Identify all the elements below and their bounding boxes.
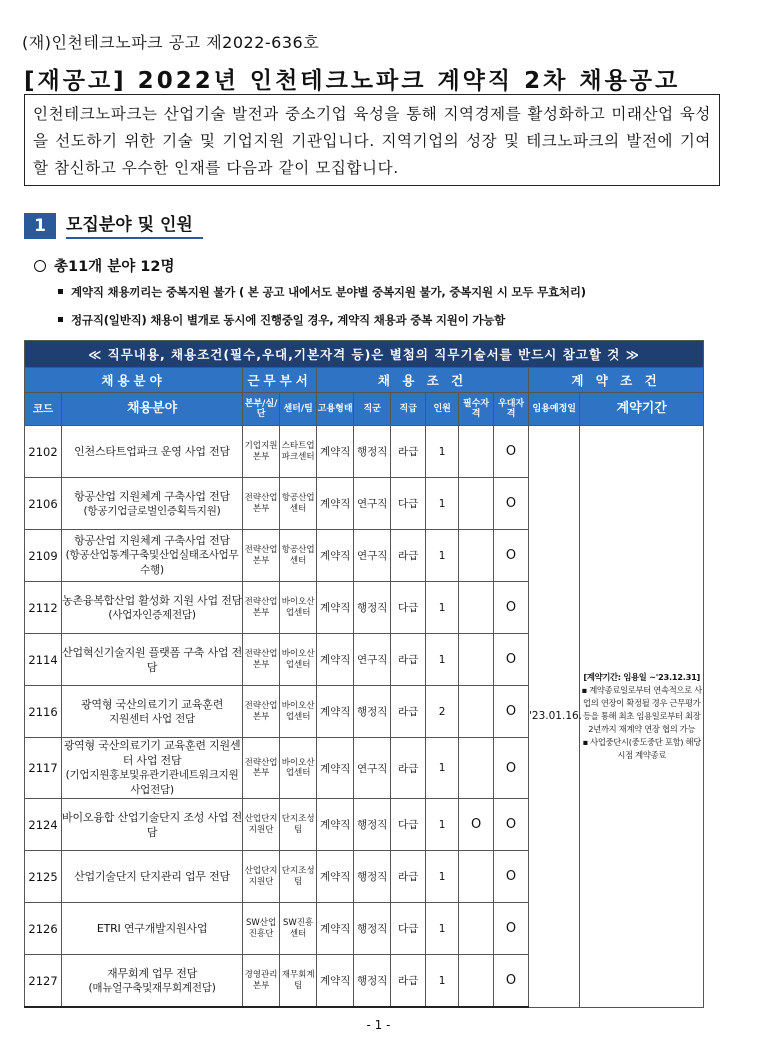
cell-grade: 라급 bbox=[391, 530, 426, 582]
cell-code: 2124 bbox=[25, 799, 62, 851]
cell-job-group: 행정직 bbox=[354, 903, 391, 955]
cell-code: 2114 bbox=[25, 634, 62, 686]
field-sub: (기업지원홍보및유관기관네트워크지원사업전담) bbox=[65, 769, 239, 796]
cell-required: O bbox=[459, 799, 494, 851]
cell-headcount: 1 bbox=[426, 903, 459, 955]
cell-required bbox=[459, 582, 494, 634]
page-number: - 1 - bbox=[366, 1018, 391, 1032]
cell-code: 2112 bbox=[25, 582, 62, 634]
cell-employment-type: 계약직 bbox=[317, 686, 354, 738]
cell-employment-type: 계약직 bbox=[317, 634, 354, 686]
cell-required bbox=[459, 903, 494, 955]
col-header-code: 코드 bbox=[25, 393, 62, 426]
square-bullet-icon bbox=[58, 289, 63, 294]
contract-item-text: 계약종료일로부터 연속적으로 사업의 연장이 확정될 경우 근무평가 등을 통해 최초 임용일로부터 최장 2년까지 재계약 연장 협의 가능 bbox=[583, 684, 702, 734]
field-sub: (매뉴얼구축및재무회계전담) bbox=[88, 981, 216, 994]
cell-field bbox=[62, 426, 243, 478]
cell-preferred: O bbox=[494, 686, 529, 738]
cell-headcount: 1 bbox=[426, 478, 459, 530]
contract-item bbox=[580, 736, 703, 762]
cell-field bbox=[62, 799, 243, 851]
cell-preferred: O bbox=[494, 903, 529, 955]
cell-employment-type: 계약직 bbox=[317, 955, 354, 1008]
bullet-icon: ▪ bbox=[582, 736, 591, 747]
col-header-headcount: 인원 bbox=[426, 393, 459, 426]
group-header-dept: 근무부서 bbox=[243, 368, 317, 393]
cell-field bbox=[62, 530, 243, 582]
cell-code: 2116 bbox=[25, 686, 62, 738]
field-main: 항공산업 지원체계 구축사업 전담 bbox=[74, 489, 230, 503]
group-header-contract: 계 약 조 건 bbox=[529, 368, 704, 393]
cell-field bbox=[62, 478, 243, 530]
cell-job-group: 연구직 bbox=[354, 478, 391, 530]
cell-division: 산업단지지원단 bbox=[243, 799, 280, 851]
summary-text: 총11개 분야 12명 bbox=[54, 259, 175, 275]
intro-box bbox=[24, 94, 720, 186]
field-main: 인천스타트업파크 운영 사업 전담 bbox=[74, 445, 230, 458]
cell-job-group: 행정직 bbox=[354, 426, 391, 478]
cell-required bbox=[459, 851, 494, 903]
contract-heading: [계약기간: 임용일 ~'23.12.31] bbox=[583, 671, 701, 682]
cell-division: 전략산업본부 bbox=[243, 686, 280, 738]
col-header-employment-type: 고용형태 bbox=[317, 393, 354, 426]
cell-headcount: 1 bbox=[426, 530, 459, 582]
cell-required bbox=[459, 634, 494, 686]
cell-team: SW진흥센터 bbox=[280, 903, 317, 955]
field-sub: (항공산업통계구축및산업실태조사업무수행) bbox=[65, 549, 239, 576]
cell-headcount: 1 bbox=[426, 851, 459, 903]
field-main: 재무회계 업무 전담 bbox=[107, 966, 198, 980]
cell-job-group: 행정직 bbox=[354, 799, 391, 851]
cell-headcount: 1 bbox=[426, 738, 459, 799]
cell-job-group: 연구직 bbox=[354, 530, 391, 582]
field-sub: (항공기업글로벌인증획득지원) bbox=[83, 504, 221, 517]
cell-division: 전략산업본부 bbox=[243, 478, 280, 530]
cell-grade: 다급 bbox=[391, 582, 426, 634]
cell-employment-type: 계약직 bbox=[317, 851, 354, 903]
cell-grade: 라급 bbox=[391, 738, 426, 799]
cell-division: 전략산업본부 bbox=[243, 582, 280, 634]
cell-code: 2109 bbox=[25, 530, 62, 582]
cell-code: 2127 bbox=[25, 955, 62, 1008]
cell-field bbox=[62, 634, 243, 686]
cell-job-group: 행정직 bbox=[354, 686, 391, 738]
cell-division: 산업단지지원단 bbox=[243, 851, 280, 903]
col-header-team: 센터/팀 bbox=[280, 393, 317, 426]
cell-headcount: 1 bbox=[426, 634, 459, 686]
field-main: 광역형 국산의료기기 교육훈련 bbox=[80, 697, 224, 711]
table-banner: ≪ 직무내용, 채용조건(필수,우대,기본자격 등)은 별첨의 직무기술서를 반드시 참고할 것 ≫ bbox=[25, 341, 704, 368]
cell-required bbox=[459, 478, 494, 530]
cell-grade: 라급 bbox=[391, 426, 426, 478]
cell-team: 항공산업센터 bbox=[280, 478, 317, 530]
bullet-text: 정규직(일반직) 채용이 별개로 동시에 진행중일 경우, 계약직 채용과 중복 지원이 가능함 bbox=[71, 313, 506, 327]
cell-preferred: O bbox=[494, 478, 529, 530]
cell-field bbox=[62, 686, 243, 738]
square-bullet-icon bbox=[58, 317, 63, 322]
col-header-division: 본부/실/단 bbox=[243, 393, 280, 426]
field-main: 산업기술단지 단지관리 업무 전담 bbox=[74, 870, 230, 883]
field-main: 항공산업 지원체계 구축사업 전담 bbox=[74, 534, 230, 547]
col-header-preferred: 우대자격 bbox=[494, 393, 529, 426]
cell-team: 단지조성팀 bbox=[280, 851, 317, 903]
cell-field bbox=[62, 851, 243, 903]
cell-preferred: O bbox=[494, 851, 529, 903]
cell-team: 바이오산업센터 bbox=[280, 738, 317, 799]
summary bbox=[34, 255, 175, 276]
bullet-icon: ▪ bbox=[581, 684, 590, 695]
col-header-job-group: 직군 bbox=[354, 393, 391, 426]
cell-employment-type: 계약직 bbox=[317, 903, 354, 955]
bullet-item bbox=[58, 312, 505, 328]
cell-grade: 라급 bbox=[391, 851, 426, 903]
cell-grade: 라급 bbox=[391, 686, 426, 738]
cell-grade: 라급 bbox=[391, 955, 426, 1008]
cell-field bbox=[62, 955, 243, 1008]
cell-job-group: 행정직 bbox=[354, 955, 391, 1008]
cell-team: 항공산업센터 bbox=[280, 530, 317, 582]
cell-employment-type: 계약직 bbox=[317, 582, 354, 634]
recruitment-table bbox=[24, 340, 704, 1008]
cell-required bbox=[459, 738, 494, 799]
col-header-field: 채용분야 bbox=[62, 393, 243, 426]
cell-preferred: O bbox=[494, 426, 529, 478]
cell-employment-type: 계약직 bbox=[317, 478, 354, 530]
cell-field bbox=[62, 738, 243, 799]
field-main: 산업혁신기술지원 플랫폼 구축 사업 전담 bbox=[62, 645, 243, 674]
cell-employment-type: 계약직 bbox=[317, 530, 354, 582]
group-header-field: 채용분야 bbox=[25, 368, 243, 393]
cell-code: 2106 bbox=[25, 478, 62, 530]
cell-field bbox=[62, 582, 243, 634]
field-main: 광역형 국산의료기기 교육훈련 지원센터 사업 전담 bbox=[63, 739, 241, 767]
cell-team: 재무회계팀 bbox=[280, 955, 317, 1008]
cell-employment-type: 계약직 bbox=[317, 738, 354, 799]
cell-code: 2102 bbox=[25, 426, 62, 478]
cell-division: 전략산업본부 bbox=[243, 530, 280, 582]
cell-field bbox=[62, 903, 243, 955]
page-title: [재공고] 2022년 인천테크노파크 계약직 2차 채용공고 bbox=[24, 68, 681, 94]
cell-job-group: 행정직 bbox=[354, 851, 391, 903]
cell-team: 바이오산업센터 bbox=[280, 582, 317, 634]
col-header-required: 필수자격 bbox=[459, 393, 494, 426]
field-main: ETRI 연구개발지원사업 bbox=[96, 922, 208, 935]
cell-job-group: 연구직 bbox=[354, 634, 391, 686]
cell-headcount: 2 bbox=[426, 686, 459, 738]
cell-job-group: 행정직 bbox=[354, 582, 391, 634]
cell-preferred: O bbox=[494, 799, 529, 851]
cell-team: 바이오산업센터 bbox=[280, 686, 317, 738]
cell-headcount: 1 bbox=[426, 799, 459, 851]
section-number: 1 bbox=[24, 213, 56, 239]
cell-preferred: O bbox=[494, 582, 529, 634]
cell-headcount: 1 bbox=[426, 955, 459, 1008]
bullet-item bbox=[58, 284, 586, 300]
cell-preferred: O bbox=[494, 530, 529, 582]
cell-team: 바이오산업센터 bbox=[280, 634, 317, 686]
cell-contract-period bbox=[580, 426, 704, 1008]
contract-item bbox=[580, 684, 703, 736]
cell-required bbox=[459, 530, 494, 582]
cell-grade: 다급 bbox=[391, 478, 426, 530]
col-header-period: 계약기간 bbox=[580, 393, 704, 426]
cell-preferred: O bbox=[494, 634, 529, 686]
cell-team: 단지조성팀 bbox=[280, 799, 317, 851]
notice-number: (재)인천테크노파크 공고 제2022-636호 bbox=[22, 33, 320, 52]
cell-job-group: 연구직 bbox=[354, 738, 391, 799]
field-main: 농촌융복합산업 활성화 지원 사업 전담 bbox=[62, 593, 243, 607]
cell-headcount: 1 bbox=[426, 582, 459, 634]
table-row bbox=[25, 426, 704, 478]
field-sub: (사업자인증제전담) bbox=[108, 608, 196, 621]
cell-grade: 다급 bbox=[391, 799, 426, 851]
cell-preferred: O bbox=[494, 738, 529, 799]
cell-division: 경영관리본부 bbox=[243, 955, 280, 1008]
cell-code: 2126 bbox=[25, 903, 62, 955]
cell-required bbox=[459, 426, 494, 478]
col-header-grade: 직급 bbox=[391, 393, 426, 426]
cell-start-date: '23.01.16. bbox=[529, 426, 580, 1008]
group-header-conditions: 채 용 조 건 bbox=[317, 368, 529, 393]
cell-code: 2125 bbox=[25, 851, 62, 903]
col-header-start-date: 임용예정일 bbox=[529, 393, 580, 426]
cell-division: 전략산업본부 bbox=[243, 738, 280, 799]
cell-division: SW산업진흥단 bbox=[243, 903, 280, 955]
section-heading bbox=[24, 213, 203, 239]
cell-headcount: 1 bbox=[426, 426, 459, 478]
field-sub: 지원센터 사업 전담 bbox=[109, 712, 195, 725]
cell-division: 기업지원본부 bbox=[243, 426, 280, 478]
cell-team: 스타트업파크센터 bbox=[280, 426, 317, 478]
bullet-text: 계약직 채용끼리는 중복지원 불가 ( 본 공고 내에서도 분야별 중복지원 불가, 중복지원 시 모두 무효처리) bbox=[71, 285, 586, 299]
intro-text: 인천테크노파크는 산업기술 발전과 중소기업 육성을 통해 지역경제를 활성화하고 미래산업 육성을 선도하기 위한 기술 및 기업지원 기관입니다. 지역기업의 성장 및 테크노파크의 발전에 기여할 참신하고 우수한 인재를 다음과 같이 모집합니다. bbox=[33, 105, 711, 177]
cell-division: 전략산업본부 bbox=[243, 634, 280, 686]
cell-preferred: O bbox=[494, 955, 529, 1008]
cell-employment-type: 계약직 bbox=[317, 799, 354, 851]
section-title: 모집분야 및 인원 bbox=[66, 213, 203, 239]
cell-grade: 다급 bbox=[391, 903, 426, 955]
field-main: 바이오융합 산업기술단지 조성 사업 전담 bbox=[62, 810, 243, 839]
cell-required bbox=[459, 686, 494, 738]
cell-code: 2117 bbox=[25, 738, 62, 799]
cell-grade: 라급 bbox=[391, 634, 426, 686]
contract-item-text: 사업중단시(중도중단 포함) 해당시점 계약종료 bbox=[590, 736, 701, 760]
circle-bullet-icon bbox=[34, 260, 46, 272]
cell-required bbox=[459, 955, 494, 1008]
cell-employment-type: 계약직 bbox=[317, 426, 354, 478]
